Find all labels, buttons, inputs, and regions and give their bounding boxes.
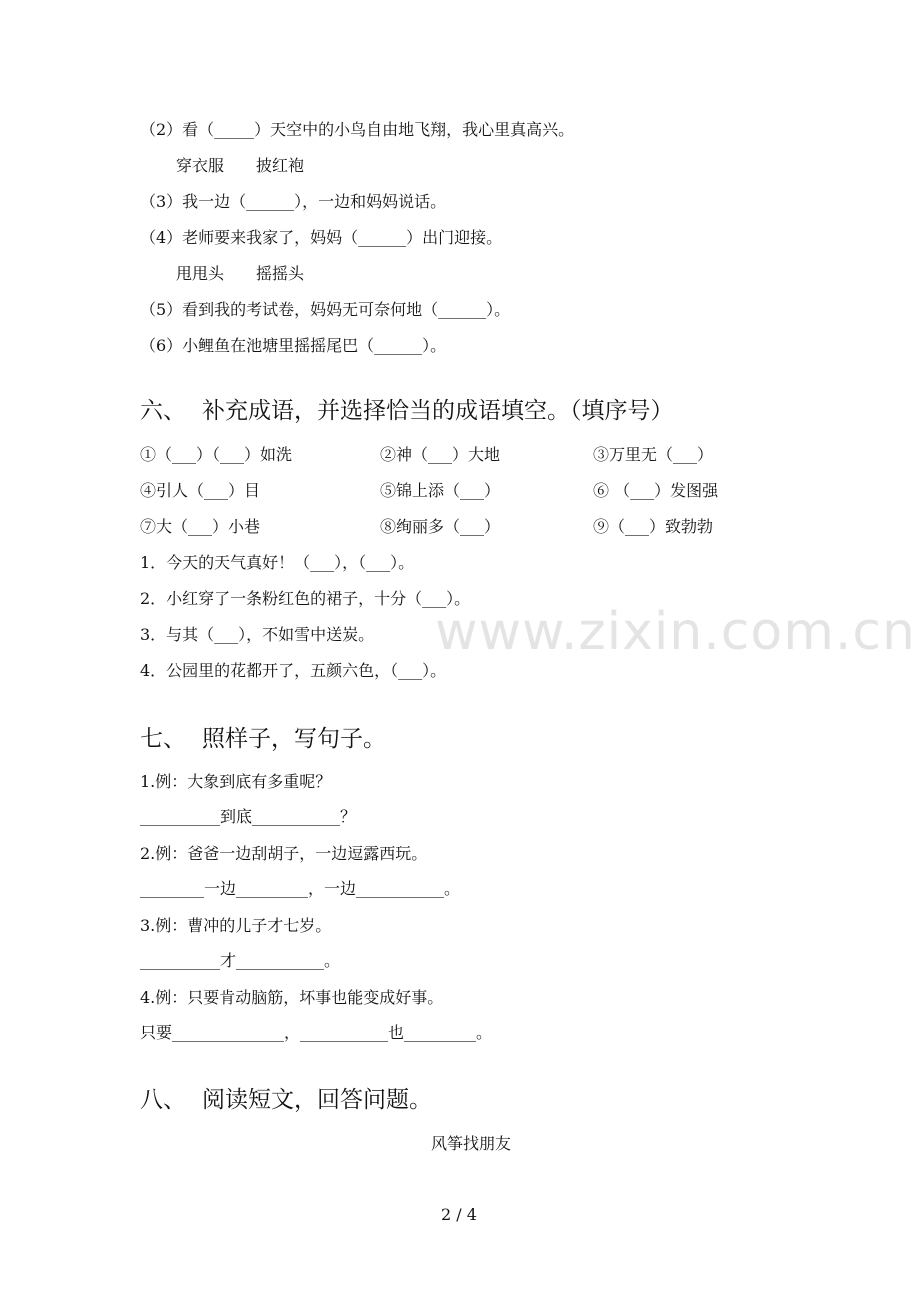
idiom-1: ①（___）（___）如洗 [140,445,293,464]
s7-example-4: 4.例：只要肯动脑筋，坏事也能变成好事。 [140,988,444,1007]
idiom-7: ⑦大（___）小巷 [140,517,261,536]
s7-blank-2: ________一边_________，一边___________。 [140,879,461,898]
section-8-title: 阅读短文，回答问题。 [202,1087,432,1113]
s7-example-3: 3.例：曹冲的儿子才七岁。 [140,916,332,935]
s6-question-2: 2．小红穿了一条粉红色的裙子，十分（___）。 [140,589,471,608]
page-number: 2 / 4 [441,1205,477,1224]
story-title: 风筝找朋友 [431,1134,512,1153]
s7-example-1: 1.例：大象到底有多重呢？ [140,772,332,791]
s5-line-5: （5）看到我的考试卷，妈妈无可奈何地（______）。 [140,300,511,319]
idiom-2: ②神（___）大地 [380,445,501,464]
idiom-8: ⑧绚丽多（___） [380,517,501,536]
section-6-title: 补充成语，并选择恰当的成语填空。（填序号） [202,398,674,424]
section-6-number: 六、 [140,398,186,424]
section-8-number: 八、 [140,1087,186,1113]
s7-blank-3: __________才___________。 [140,951,341,970]
s5-line-2: （2）看（_____）天空中的小鸟自由地飞翔，我心里真高兴。 [140,120,575,139]
section-7-title: 照样子，写句子。 [202,726,386,752]
section-8-heading [140,1085,432,1115]
s5-options-1: 穿衣服 披红袍 [176,156,305,175]
idiom-3: ③万里无（___） [593,445,714,464]
section-7-number: 七、 [140,726,186,752]
watermark: www.zixin.com.cn [435,602,916,662]
s5-line-3: （3）我一边（______），一边和妈妈说话。 [140,192,447,211]
idiom-5: ⑤锦上添（___） [380,481,501,500]
s7-blank-1: __________到底___________？ [140,807,357,826]
idiom-9: ⑨（___）致勃勃 [593,517,714,536]
idiom-4: ④引人（___）目 [140,481,261,500]
s5-line-4: （4）老师要来我家了，妈妈（______）出门迎接。 [140,228,503,247]
s6-question-1: 1．今天的天气真好！（___），（___）。 [140,553,415,572]
s6-question-4: 4．公园里的花都开了，五颜六色，（___）。 [140,661,447,680]
idiom-6: ⑥ （___）发图强 [593,481,719,500]
s5-line-6: （6）小鲤鱼在池塘里摇摇尾巴（______）。 [140,336,447,355]
s5-options-2: 甩甩头 摇摇头 [176,264,305,283]
section-6-heading [140,396,674,426]
s6-question-3: 3．与其（___），不如雪中送炭。 [140,625,375,644]
s7-example-2: 2.例：爸爸一边刮胡子，一边逗露西玩。 [140,844,428,863]
section-7-heading [140,724,386,754]
s7-blank-4: 只要______________，___________也_________。 [140,1023,493,1042]
